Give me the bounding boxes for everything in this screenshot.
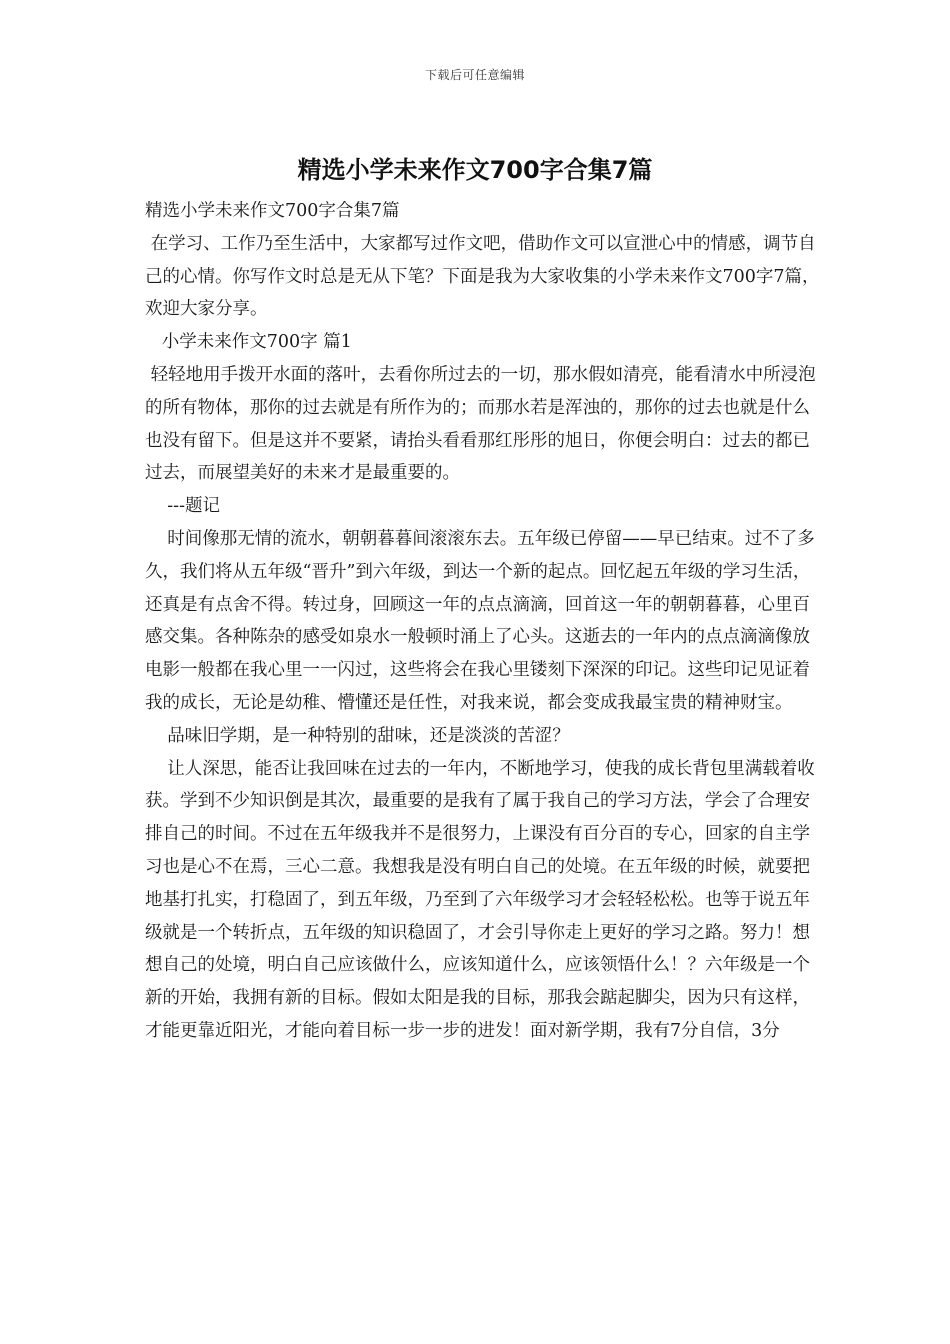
subtitle-paragraph: 精选小学未来作文700字合集7篇	[145, 201, 400, 221]
epigraph-attribution: ---题记	[145, 496, 221, 517]
document-title: 精选小学未来作文700字合集7篇	[297, 156, 653, 184]
document-body	[145, 195, 825, 1048]
section-heading: 小学未来作文700字 篇1	[145, 332, 352, 353]
page-header-note: 下载后可任意编辑	[424, 68, 525, 82]
body-paragraph: 让人深思，能否让我回味在过去的一年内，不断地学习，使我的成长背包里满载着收获。学到不少知识倒是其次，最重要的是我有了属于我自己的学习方法，学会了合理安排自己的时间。不过在五年级我并不是很努力，上课没有百分百的专心，回家的自主学习也是心不在焉，三心二意。我想我是没有明白自己的处境。在五年级的时候，就要把地基打扎实，打稳固了，到五年级，乃至到了六年级学习才会轻轻松松。也等于说五年级就是一个转折点，五年级的知识稳固了，才会引导你走上更好的学习之路。努力！想想自己的处境，明白自己应该做什么，应该知道什么，应该领悟什么！？六年级是一个新的开始，我拥有新的目标。假如太阳是我的目标，那我会踮起脚尖，因为只有这样，才能更靠近阳光，才能向着目标一步一步的进发！面对新学期，我有7分自信，3分	[145, 758, 815, 1041]
intro-paragraph: 在学习、工作乃至生活中，大家都写过作文吧，借助作文可以宣泄心中的情感，调节自己的心情。你写作文时总是无从下笔？下面是我为大家收集的小学未来作文700字7篇，欢迎大家分享。	[145, 233, 820, 320]
body-paragraph: 时间像那无情的流水，朝朝暮暮间滚滚东去。五年级已停留——早已结束。过不了多久，我们将从五年级“晋升”到六年级，到达一个新的起点。回忆起五年级的学习生活，还真是有点舍不得。转过身，回顾这一年的点点滴滴，回首这一年的朝朝暮暮，心里百感交集。各种陈杂的感受如泉水一般顿时涌上了心头。这逝去的一年内的点点滴滴像放电影一般都在我心里一一闪过，这些将会在我心里镂刻下深深的印记。这些印记见证着我的成长，无论是幼稚、懵懂还是任性，对我来说，都会变成我最宝贵的精神财宝。	[145, 528, 815, 713]
body-paragraph: 品味旧学期，是一种特别的甜味，还是淡淡的苦涩？	[145, 725, 570, 746]
epigraph-paragraph: 轻轻地用手拨开水面的落叶，去看你所过去的一切，那水假如清亮，能看清水中所浸泡的所有物体，那你的过去就是有所作为的；而那水若是浑浊的，那你的过去也就是什么也没有留下。但是这并不要紧，请抬头看看那红彤彤的旭日，你便会明白：过去的都已过去，而展望美好的未来才是最重要的。	[145, 364, 816, 484]
